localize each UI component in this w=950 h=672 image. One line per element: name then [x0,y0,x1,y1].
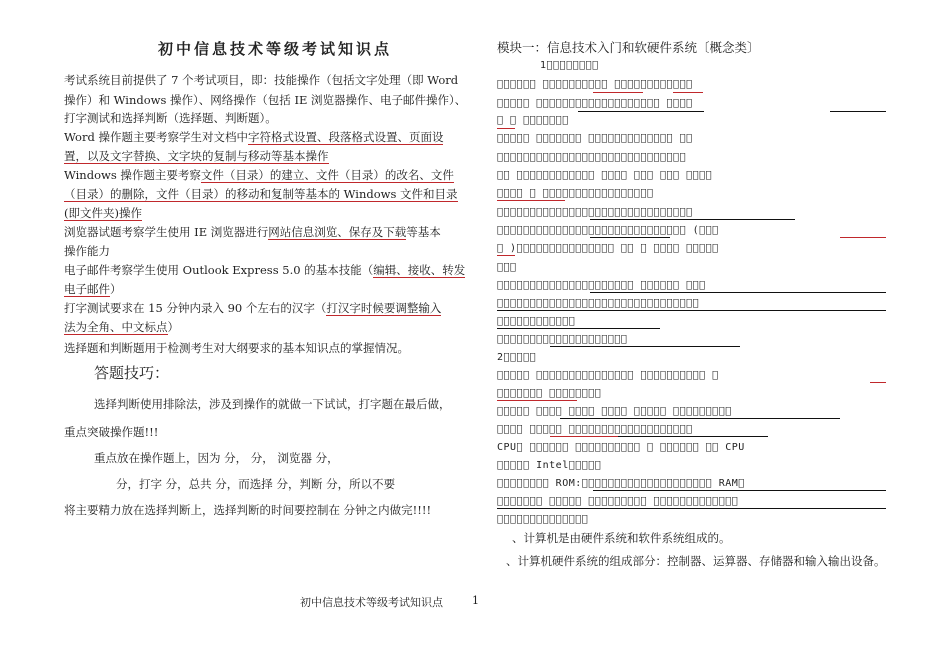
typing-text-end: ） [167,320,179,334]
tips-line-4: 分，打字 分，总共 分，而选择 分，判断 分，所以不要 [116,477,396,491]
right-line-5:                                [497,133,693,144]
right-line-23:       Intel      [497,460,602,471]
typing-highlight: 打汉字时候要调整输入 [326,301,442,315]
underline-rule [673,92,703,93]
windows-line-1 [64,167,454,183]
mail-line-2 [64,281,122,297]
right-line-8:                          [497,188,654,199]
ie-line-1 [64,224,441,240]
ie-line-2: 操作能力 [64,244,110,258]
mail-text: 电子邮件考察学生使用 Outlook Express 5.0 的基本技能（ [64,263,374,277]
underline-rule [870,382,886,383]
windows-highlight: 文件（目录）的建立、文件（目录）的改名、文件 [200,168,454,182]
right-line-20:                                      [497,406,732,417]
right-line-12:     [497,262,517,273]
intro-line-1: 考试系统目前提供了 7 个考试项目，即：技能操作（包括文字处理（即 Word [64,73,459,87]
right-line-15:              [497,316,576,327]
word-highlight-2: 置，以及文字替换、文字块的复制与移动等基本操作 [64,149,329,163]
right-line-22: CPU                                CPU [497,442,745,453]
computer-composition-line: 、计算机是由硬件系统和软件系统组成的。 [512,531,731,545]
underline-rule [830,111,886,112]
tips-line-1: 选择判断使用排除法，涉及到操作的就做一下试试，打字题在最后做， [94,397,451,411]
word-line-2 [64,148,329,164]
tips-heading: 答题技巧： [94,364,170,382]
underline-rule [497,328,660,329]
right-line-6:                               [497,152,687,163]
ie-text-end: 等基本 [406,225,441,239]
right-line-26:                [497,514,589,525]
windows-text: Windows 操作题主要考察 [64,168,201,182]
right-line-14:                                 [497,298,700,309]
underline-rule [497,400,577,401]
mail-text-end: ） [110,282,122,296]
module-heading: 模块一：信息技术入门和软硬件系统〔概念类〕 [497,40,760,55]
right-line-11:   )                                [497,243,719,254]
tips-line-5: 将主要精力放在选择判断上，选择判断的时间要控制在 分钟之内做完!!!! [64,503,432,517]
choice-line: 选择题和判断题用于检测考生对大纲要求的基本知识点的掌握情况。 [64,341,409,355]
underline-rule [497,200,565,201]
underline-rule [593,490,886,491]
right-line-7:                                   [497,170,713,181]
right-line-9:                                [497,207,693,218]
underline-rule [550,436,618,437]
windows-highlight-2: （目录）的删除，文件（目录）的移动和复制等基本的 Windows 文件和目录 [64,187,458,201]
right-line-2:                                [497,79,693,90]
word-line-1 [64,129,443,145]
ie-text: 浏览器试题考察学生使用 IE 浏览器进行 [64,225,269,239]
right-line-16:                      [497,334,628,345]
page-title: 初中信息技术等级考试知识点 [158,40,393,58]
right-line-19:                  [497,388,602,399]
underline-rule [840,237,886,238]
right-line-13:                                  [497,280,706,291]
windows-line-2 [64,186,458,202]
word-text: Word 操作题主要考察学生对文档中 [64,130,248,144]
right-line-4:             [497,115,569,126]
underline-rule [497,255,515,256]
windows-highlight-3: (即文件夹)操作 [64,206,142,220]
underline-rule [550,346,740,347]
underline-rule [618,436,768,437]
right-line-17: 2      [497,352,537,363]
mail-highlight: 编辑、接收、转发 [373,263,466,277]
typing-text: 打字测试要求在 15 分钟内录入 90 个左右的汉字（ [64,301,327,315]
right-line-3:                                [497,98,693,109]
intro-line-3: 打字测试和选择判断（选择题、判断题）。 [64,111,277,125]
mail-highlight-2: 电子邮件 [64,282,110,296]
underline-rule [590,219,795,220]
underline-rule [590,237,670,238]
page-number: 1 [472,594,479,607]
typing-highlight-2: 法为全角、中文标点 [64,320,168,334]
right-line-10:                               (    [497,225,719,236]
underline-rule [497,508,886,509]
mail-line-1 [64,262,465,278]
footer-title: 初中信息技术等级考试知识点 [300,596,443,609]
tips-line-2: 重点突破操作题!!! [64,425,159,439]
underline-rule [497,310,886,311]
underline-rule [560,418,840,419]
right-line-25:                                       [497,496,739,507]
typing-line-1 [64,300,441,316]
ie-highlight: 网站信息浏览、保存及下载 [268,225,407,239]
right-line-18:                                    [497,370,719,381]
underline-rule [497,128,515,129]
underline-rule [593,92,643,93]
typing-line-2 [64,319,179,335]
tips-line-3: 重点放在操作题上，因为 分， 分， 浏览器 分， [94,451,339,465]
right-line-21:                                [497,424,693,435]
windows-line-3 [64,205,142,221]
right-line-1: 1         [540,60,599,71]
word-highlight: 字符格式设置、段落格式设置、页面设 [247,130,444,144]
underline-rule [590,292,886,293]
right-line-24:          ROM:                     RAM  [497,478,745,489]
underline-rule [578,111,704,112]
intro-line-2: 操作）和 Windows 操作）、网络操作（包括 IE 浏览器操作、电子邮件操作）、 [64,93,467,107]
hardware-components-line: 、计算机硬件系统的组成部分：控制器、运算器、存储器和输入输出设备。 [506,554,886,568]
